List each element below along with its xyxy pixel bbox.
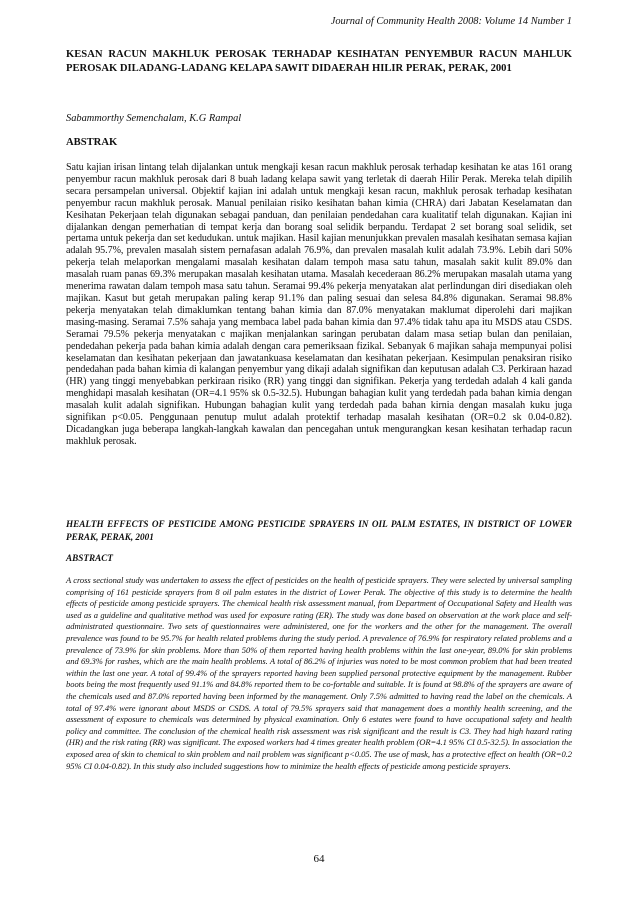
running-header: Journal of Community Health 2008: Volume 14 Number 1 (330, 16, 572, 27)
malay-title: KESAN RACUN MAKHLUK PEROSAK TERHADAP KESIHATAN PENYEMBUR RACUN MAHLUK PEROSAK DILADANG-LADANG KELAPA SAWIT DIDAERAH HILIR PERAK, PERAK, 2001 (66, 49, 572, 75)
page-number: 64 (313, 853, 325, 865)
malay-abstract-heading: ABSTRAK (66, 137, 118, 148)
english-abstract-heading: ABSTRACT (66, 553, 113, 563)
english-abstract-body: A cross sectional study was undertaken to assess the effect of pesticides on the health of pesticide sprayers. They were selected by universal sampling comprising of 161 pesticide sprayers from 8 oil palm estates in the district of Lower Perak. The objective of this study is to determine the health effects of pesticide among pesticide sprayers. The chemical health risk assessment manual, from Department of Occupational Safety and Health was used as a guideline and qualitative method was used for exposure rating (ER). The study was done based on observation at the work place and self-administrated questionnaire. Two sets of questionnaires were administered, one for the workers and the other for the management. The overall prevalence was found to be 95.7% for health related problems during the study period. A prevalence of 76.9% for respiratory related problems and a prevalence of 73.9% for skin problems. More than 50% of them reported having health problems within the last one-year, 89.0% for skin problems and 69.3% for rashes, which are the main health problems. A total of 86.2% of injuries was noted to be most common problem that had been treated within the last one year. A total of 99.4% of the sprayers reported having been supplied personal protective equipment by the management. Rubber boots being the most frequently used 91.1% and 84.8% reported them to be co-fortable and suitable. It is found at 98.8% of the sprayers are aware of the chemicals used and 87.0% reported having been informed by the management. Only 7.5% admitted to having read the label on the chemicals. A total of 97.4% were ignorant about MSDS or CSDS. A total of 79.5% sprayers said that management does a monthly health screening, and the assessment of exposure to chemicals was determined by physical examination. Only 6 estates were found to have occupational safety and health policy and committee. The conclusion of the chemical health risk assessment was risk significant and the result is C3. They had high hazard rating (HR) and the risk rating (RR) was significant. The exposed workers had 4 times greater health problem (OR=4.1 95% CI 0.5-32.5). In association the exposed area of skin to chemical to skin problem and nail problem was significant p<0.05. The use of mask, has a protective effect on health (OR=0.2 95% CI 0.04-0.82). In this study also included suggestions how to minimize the health effects of pesticide among pesticide sprayers. (66, 575, 572, 771)
english-title: HEALTH EFFECTS OF PESTICIDE AMONG PESTICIDE SPRAYERS IN OIL PALM ESTATES, IN DISTRICT OF LOWER PERAK, PERAK, 2001 (66, 519, 572, 542)
journal-page (66, 0, 572, 903)
author-line: Sabammorthy Semenchalam, K.G Rampal (66, 113, 242, 124)
malay-abstract-body: Satu kajian irisan lintang telah dijalankan untuk mengkaji kesan racun makhluk perosak terhadap kesihatan ke atas 161 orang penyembur racun makhluk perosak dari 8 buah ladang kelapa sawit yang terletak di daerah Hilir Perak. Mereka telah dipilih secara persampelan universal. Objektif kajian ini adalah untuk mengkaji kesan racun, makhluk perosak terhadap kesihatan penyembur racun makhluk perosak. Manual penilaian risiko kesihatan bahan kimia (CHRA) dari Jabatan Keselamatan dan Kesihatan Pekerjaan telah digunakan sebagai panduan, dan penilaian pendedahan cara kualitatif telah digunakan. Kajian ini dijalankan dengan pemerhatian di tempat kerja dan borang soal selidik berpandu. Terdapat 2 set borang soal selidik, set pertama untuk pekerja dan set kedudukan. untuk majikan. Hasil kajian menunjukkan prevalen masalah kesihatan semasa kajian adalah 95.7%, prevalen masalah sistem pernafasan adalah 76.9%, dan prevalen masalah kulit adalah 73.9%. Lebih dari 50% pekerja telah melaporkan mengalami masalah kesihatan dalam tempoh masa satu tahun, masalah sakit kulit 89.0% dan masalah ruam panas 69.3% merupakan masalah kesihatan utama. Masalah kecederaan 86.2% merupakan masalah utama yang menerima rawatan dalam tempoh masa satu tahun. Seramai 99.4% pekerja menyatakan alat perlindungan diri disediakan oleh majikan. Kasut but getah merupakan paling kerap 91.1% dan paling sesuai dan selesa 84.8% digunakan. Seramai 98.8% pekerja menyatakan telah dimaklumkan tentang bahan kimia dan 87.0% menyatakan maklumat diperolehi dari majikan masing-masing. Seramai 7.5% sahaja yang membaca label pada bahan kimia dan 97.4% tidak tahu apa itu MSDS atau CSDS. Seramai 79.5% pekerja menyatakan c majikan menjalankan saringan perubatan dalam masa setiap bulan dan penilaian, pendedahan pekerja pada bahan kimia adalah dengan cara pemeriksaan fizikal. Sebanyak 6 majikan sahaja mempunyai polisi keselamatan dan kesihatan pekerjaan dan jawatankuasa keselamatan dan kesihatan pekerjaan. Kesimpulan penaksiran risiko pendedahan pada bahan kimia di kalangan penyembur yang dikaji adalah signifikan dan keputusan adalah C3. Perkiraan hazad (HR) yang tinggi menyebabkan perkiraan risiko (RR) yang tinggi dan signifikan. Pekerja yang terdedah adalah 4 kali ganda menghidapi masalah kesihatan (OR=4.1 95% sk 0.5-32.5). Hubungan bahagian kulit yang terdedah pada bahan kimia dengan masalah kulit adalah signifikan. Hubungan bahagian kulit yang terdedah pada bahan kirnia dengan masalah kuku juga signifikan p<0.05. Penggunaan penutup mulut adalah protektif terhadap masalah kesihatan (OR=0.2 sk 0.04-0.82). Dicadangkan juga beberapa langkah-langkah kawalan dan pencegahan untuk mengurangkan kesan kesihatan terhadap racun makhluk perosak. (66, 162, 572, 447)
